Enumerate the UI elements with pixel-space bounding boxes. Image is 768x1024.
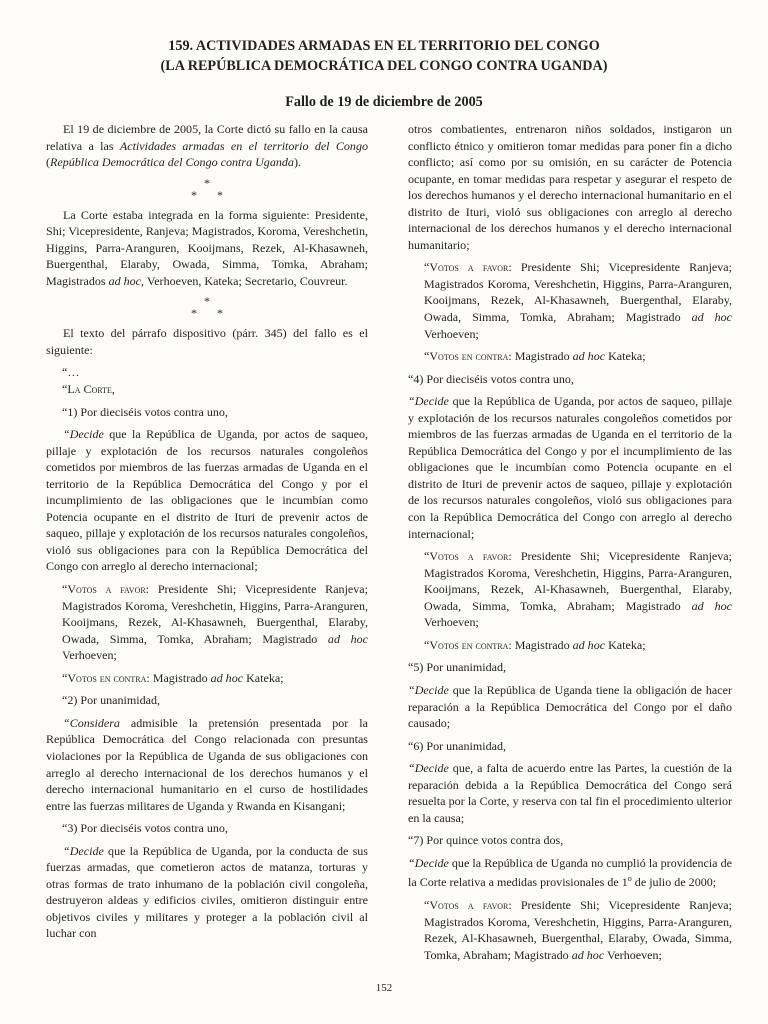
votes-favor-7: “Votos a favor: Presidente Shi; Vicepresidente Ranjeva; Magistrados Koroma, Vereshchetin, Higgins, Parra-Aranguren, Rezek, Al-Khasawneh, Buergenthal, Elaraby, Owada, Simma, Tomka, Abraham; Magistrado ad hoc Verhoeven; [424,897,732,962]
item-6-heading: “6) Por unanimidad, [408,738,507,753]
item-5-heading: “5) Por unanimidad, [408,660,507,675]
item-1-heading: “1) Por dieciséis votos contra uno, [62,404,228,419]
votes-favor-1: “Votos a favor: Presidente Shi; Vicepresidente Ranjeva; Magistrados Koroma, Vereshchetin, Higgins, Parra-Aranguren, Kooijmans, Rezek, Al-Khasawneh, Buergenthal, Elaraby, Owada, Simma, Tomka, Abraham; Magistrado ad hoc Verhoeven; [62,582,368,663]
title-line-2: (LA REPÚBLICA DEMOCRÁTICA DEL CONGO CONTRA UGANDA) [160,58,608,74]
item-4-text: “Decide que la República de Uganda, por actos de saqueo, pillaje y explotación de los recursos naturales congoleños cometidos por miembros de las fuerzas armadas de Uganda en el territorio de la República Democrática del Congo y por el incumplimiento de las obligaciones que le incumbían como Potencia ocupante en el distrito de Ituri de prevenir actos de saqueo, pillaje y explotación de los recursos naturales congoleños, violó sus obligaciones para con la República Democrática del Congo con arreglo al derecho internacional; [408,394,732,541]
section-separator: * * * [191,175,223,202]
item-3-text-continued: otros combatientes, entrenaron niños soldados, instigaron un conflicto étnico y omitieron tomar medidas para poner fin a dicho conflicto; así como por su omisión, en su carácter de Potencia ocupante, en tomar medidas para respetar y asegurar el respeto de los derechos humanos y el derecho internacional humanitario en el distrito de Ituri, violó sus obligaciones con arreglo al derecho internacional de los derechos humanos y el derecho internacional humanitario; [408,122,732,252]
left-column [46,121,368,948]
item-2-heading: “2) Por unanimidad, [62,693,161,708]
item-3-heading: “3) Por dieciséis votos contra uno, [62,821,228,836]
la-corte-heading: “La Corte, [62,382,115,397]
item-7-heading: “7) Por quince votos contra dos, [408,833,564,848]
title-line-1: 159. ACTIVIDADES ARMADAS EN EL TERRITORIO DEL CONGO [168,38,600,54]
votes-against-1: “Votos en contra: Magistrado ad hoc Kateka; [62,670,284,685]
item-4-heading: “4) Por dieciséis votos contra uno, [408,371,574,386]
item-6-text: “Decide que, a falta de acuerdo entre las Partes, la cuestión de la reparación debida a la República Democrática del Congo será resuelta por la Corte, y reserva con tal fin el procedimiento ulterior en la causa; [408,761,732,825]
item-3-text: “Decide que la República de Uganda, por la conducta de sus fuerzas armadas, que cometieron actos de matanza, torturas y otras formas de trato inhumano de la población civil congoleña, destruyeron aldeas y edificios civiles, omitieron distinguir entre objetivos civiles y militares y proteger a la población civil al luchar con [46,843,368,941]
ellipsis-line: “… [62,365,80,380]
page-number: 152 [375,982,393,994]
votes-favor-4: “Votos a favor: Presidente Shi; Vicepresidente Ranjeva; Magistrados Koroma, Vereshchetin, Higgins, Parra-Aranguren, Kooijmans, Rezek, Al-Khasawneh, Buergenthal, Elaraby, Owada, Simma, Tomka, Abraham; Magistrado ad hoc Verhoeven; [424,549,732,630]
item-5-text: “Decide que la República de Uganda tiene la obligación de hacer reparación a la República Democrática del Congo por el daño causado; [408,682,732,731]
votes-against-3: “Votos en contra: Magistrado ad hoc Kateka; [424,349,646,364]
judgment-date-heading: Fallo de 19 de diciembre de 2005 [285,94,483,110]
operative-intro: El texto del párrafo dispositivo (párr. 345) del fallo es el siguiente: [46,326,368,357]
right-column [408,121,732,969]
item-1-text: “Decide que la República de Uganda, por actos de saqueo, pillaje y explotación de los recursos naturales congoleños cometidos por miembros de las fuerzas armadas de Uganda en el territorio de la República Democrática del Congo y por el incumplimiento de las obligaciones que le incumbían como Potencia ocupante en el distrito de Ituri de prevenir actos de saqueo, pillaje y explotación de los recursos naturales congoleños, violó sus obligaciones para con la República Democrática del Congo con arreglo al derecho internacional; [46,427,368,574]
section-separator: * * * [191,294,223,321]
item-2-text: “Considera admisible la pretensión presentada por la República Democrática del Congo relacionada con presuntas violaciones por la República de Uganda de sus obligaciones con arreglo al derecho internacional de los derechos humanos y el derecho internacional humanitario en el curso de hostilidades entre las fuerzas militares de Uganda y Rwanda en Kisangani; [46,715,368,813]
votes-against-4: “Votos en contra: Magistrado ad hoc Kateka; [424,637,646,652]
document-title [0,36,768,76]
intro-paragraph: El 19 de diciembre de 2005, la Corte dictó su fallo en la causa relativa a las Actividades armadas en el territorio del Congo (República Democrática del Congo contra Uganda). [46,122,368,170]
votes-favor-3: “Votos a favor: Presidente Shi; Vicepresidente Ranjeva; Magistrados Koroma, Vereshchetin, Higgins, Parra-Aranguren, Kooijmans, Rezek, Al-Khasawneh, Buergenthal, Elaraby, Owada, Simma, Tomka, Abraham; Magistrado ad hoc Verhoeven; [424,260,732,341]
item-7-text: “Decide que la República de Uganda no cumplió la providencia de la Corte relativa a medidas provisionales de 1$^o$ de julio de 2000; [408,855,732,890]
court-composition-paragraph: La Corte estaba integrada en la forma siguiente: Presidente, Shi; Vicepresidente, Ranjeva; Magistrados, Koroma, Vereshchetin, Higgins, Parra-Aranguren, Kooijmans, Rezek, Al-Khasawneh, Buergenthal, Elaraby, Owada, Simma, Tomka, Abraham; Magistrados ad hoc, Verhoeven, Kateka; Secretario, Couvreur. [46,207,368,288]
